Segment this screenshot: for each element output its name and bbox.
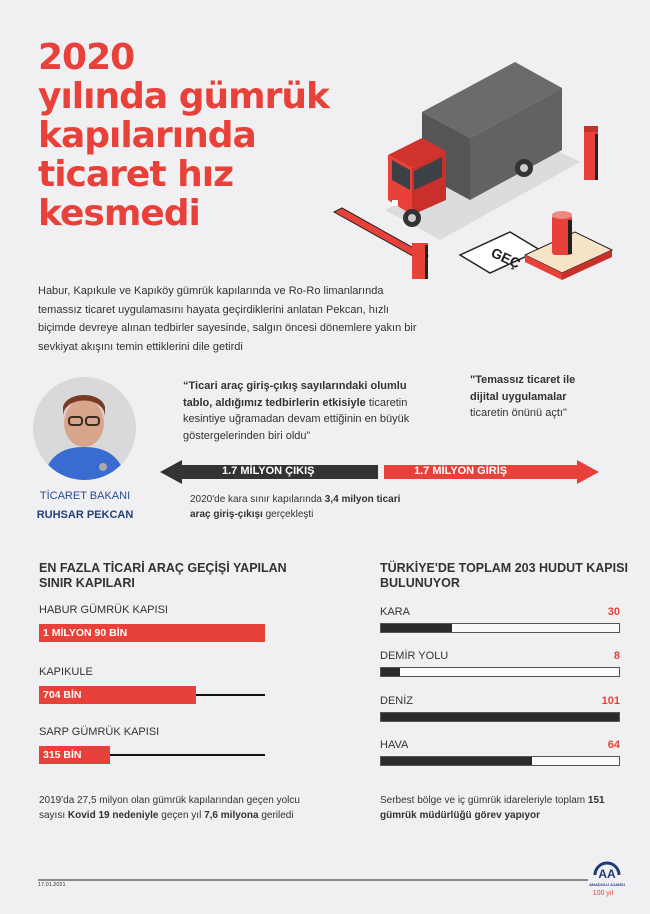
- caption-text: 2020'de kara sınır kapılarında: [190, 494, 325, 505]
- entry-arrow: [384, 460, 599, 484]
- title-line: kesmedi: [38, 193, 200, 234]
- passenger-caption: [39, 793, 319, 823]
- border-bar-fill: [381, 713, 619, 721]
- border-bar-track: [380, 712, 620, 722]
- caption-text: 2019'da 27,5 milyon olan gümrük kapılarından geçen yolcu sayısı: [39, 795, 300, 821]
- border-row: [380, 650, 620, 677]
- person-name: RUHSAR PEKCAN: [36, 509, 134, 521]
- gate-bar: 1 MİLYON 90 BİN: [39, 624, 265, 642]
- aa-logo-icon: [587, 853, 627, 903]
- entry-label: 1.7 MİLYON GİRİŞ: [414, 465, 508, 477]
- quote-2-rest: ticaretin önünü açtı": [470, 407, 567, 419]
- gate-label: HABUR GÜMRÜK KAPISI: [39, 604, 168, 616]
- caption-bold: 3,4 milyon ticari araç giriş-çıkışı: [190, 494, 401, 520]
- flow-caption: [190, 492, 420, 522]
- gate-bar-track: [39, 624, 265, 642]
- border-bar-track: [380, 623, 620, 633]
- gate-label: KAPIKULE: [39, 666, 93, 678]
- border-label: KARA: [380, 606, 410, 618]
- border-row: [380, 695, 620, 722]
- border-bar-track: [380, 667, 620, 677]
- caption-text: gerçekleşti: [262, 509, 314, 520]
- caption-bold: Kovid 19 nedeniyle: [67, 810, 159, 821]
- intro-paragraph: Habur, Kapıkule ve Kapıköy gümrük kapılarında ve Ro-Ro limanlarında temassız ticaret uygulamasını hayata geçirdiklerini anlatan Pekcan, hızlı biçimde devreye alınan tedbirler sayesinde, salgın öncesi dönemlere yakın bir sevkiyat akışını temin ettiklerini dile getirdi: [38, 285, 417, 353]
- border-label: DENİZ: [380, 695, 413, 707]
- caption-text: Serbest bölge ve iç gümrük idareleriyle toplam: [380, 795, 588, 806]
- border-value: 64: [607, 739, 620, 751]
- title-line: 2020: [38, 37, 135, 78]
- border-bar-fill: [381, 668, 400, 676]
- footer-date: 17.01.2021: [38, 882, 66, 888]
- footer-divider: [38, 879, 588, 881]
- quote-2: [470, 372, 590, 422]
- border-row: [380, 606, 620, 633]
- border-value: 101: [601, 695, 620, 707]
- quote-1: [183, 378, 413, 444]
- title-line: ticaret hız: [38, 154, 234, 195]
- gate-row: [39, 666, 265, 704]
- quote-1-bold: “Ticari araç giriş-çıkış sayılarındaki olumlu tablo, aldığımız tedbirlerin etkisiyle: [183, 380, 407, 409]
- minister-portrait: [33, 377, 136, 480]
- svg-text:ANADOLU AJANSI: ANADOLU AJANSI: [589, 882, 625, 887]
- caption-text: geriledi: [258, 810, 294, 821]
- caption-bold: 7,6 milyona: [204, 810, 259, 821]
- caption-bold: 151 gümrük müdürlüğü görev yapıyor: [380, 795, 605, 821]
- page-title: [38, 38, 368, 233]
- border-bar-fill: [381, 624, 452, 632]
- border-section-title: TÜRKİYE'DE TOPLAM 203 HUDUT KAPISI BULUNUYOR: [380, 561, 628, 590]
- svg-text:100 yıl: 100 yıl: [592, 890, 614, 897]
- border-bar-track: [380, 756, 620, 766]
- quote-1-rest: ticaretin kesintiye uğramadan devam ettiğinin en büyük göstergelerinden biri oldu”: [183, 396, 410, 442]
- caption-text: geçen yıl: [158, 810, 205, 821]
- gates-section-title: EN FAZLA TİCARİ ARAÇ GEÇİŞİ YAPILAN SINIR KAPILARI: [39, 561, 287, 590]
- truck-customs-illustration: [330, 50, 630, 280]
- gate-bar-track: [39, 746, 265, 764]
- gate-label: SARP GÜMRÜK KAPISI: [39, 726, 160, 738]
- exit-arrow: [160, 460, 378, 484]
- title-line: kapılarında: [38, 115, 256, 156]
- border-label: DEMİR YOLU: [380, 650, 449, 662]
- border-value: 8: [613, 650, 620, 662]
- border-label: HAVA: [380, 739, 409, 751]
- gate-bar: 704 BİN: [39, 686, 196, 704]
- customs-caption: [380, 793, 640, 823]
- exit-label: 1.7 MİLYON ÇIKIŞ: [222, 465, 315, 477]
- svg-text:AA: AA: [598, 867, 616, 881]
- border-row: [380, 739, 620, 766]
- title-line: yılında gümrük: [38, 76, 329, 117]
- gate-bar-track: [39, 686, 265, 704]
- svg-text:GEÇ: GEÇ: [488, 244, 523, 272]
- quote-2-bold: "Temassız ticaret ile dijital uygulamalar: [470, 374, 576, 403]
- person-role: TİCARET BAKANI: [39, 490, 131, 502]
- gate-row: [39, 604, 265, 642]
- gate-bar: 315 BİN: [39, 746, 110, 764]
- gate-row: [39, 726, 265, 764]
- border-value: 30: [607, 606, 620, 618]
- border-bar-fill: [381, 757, 532, 765]
